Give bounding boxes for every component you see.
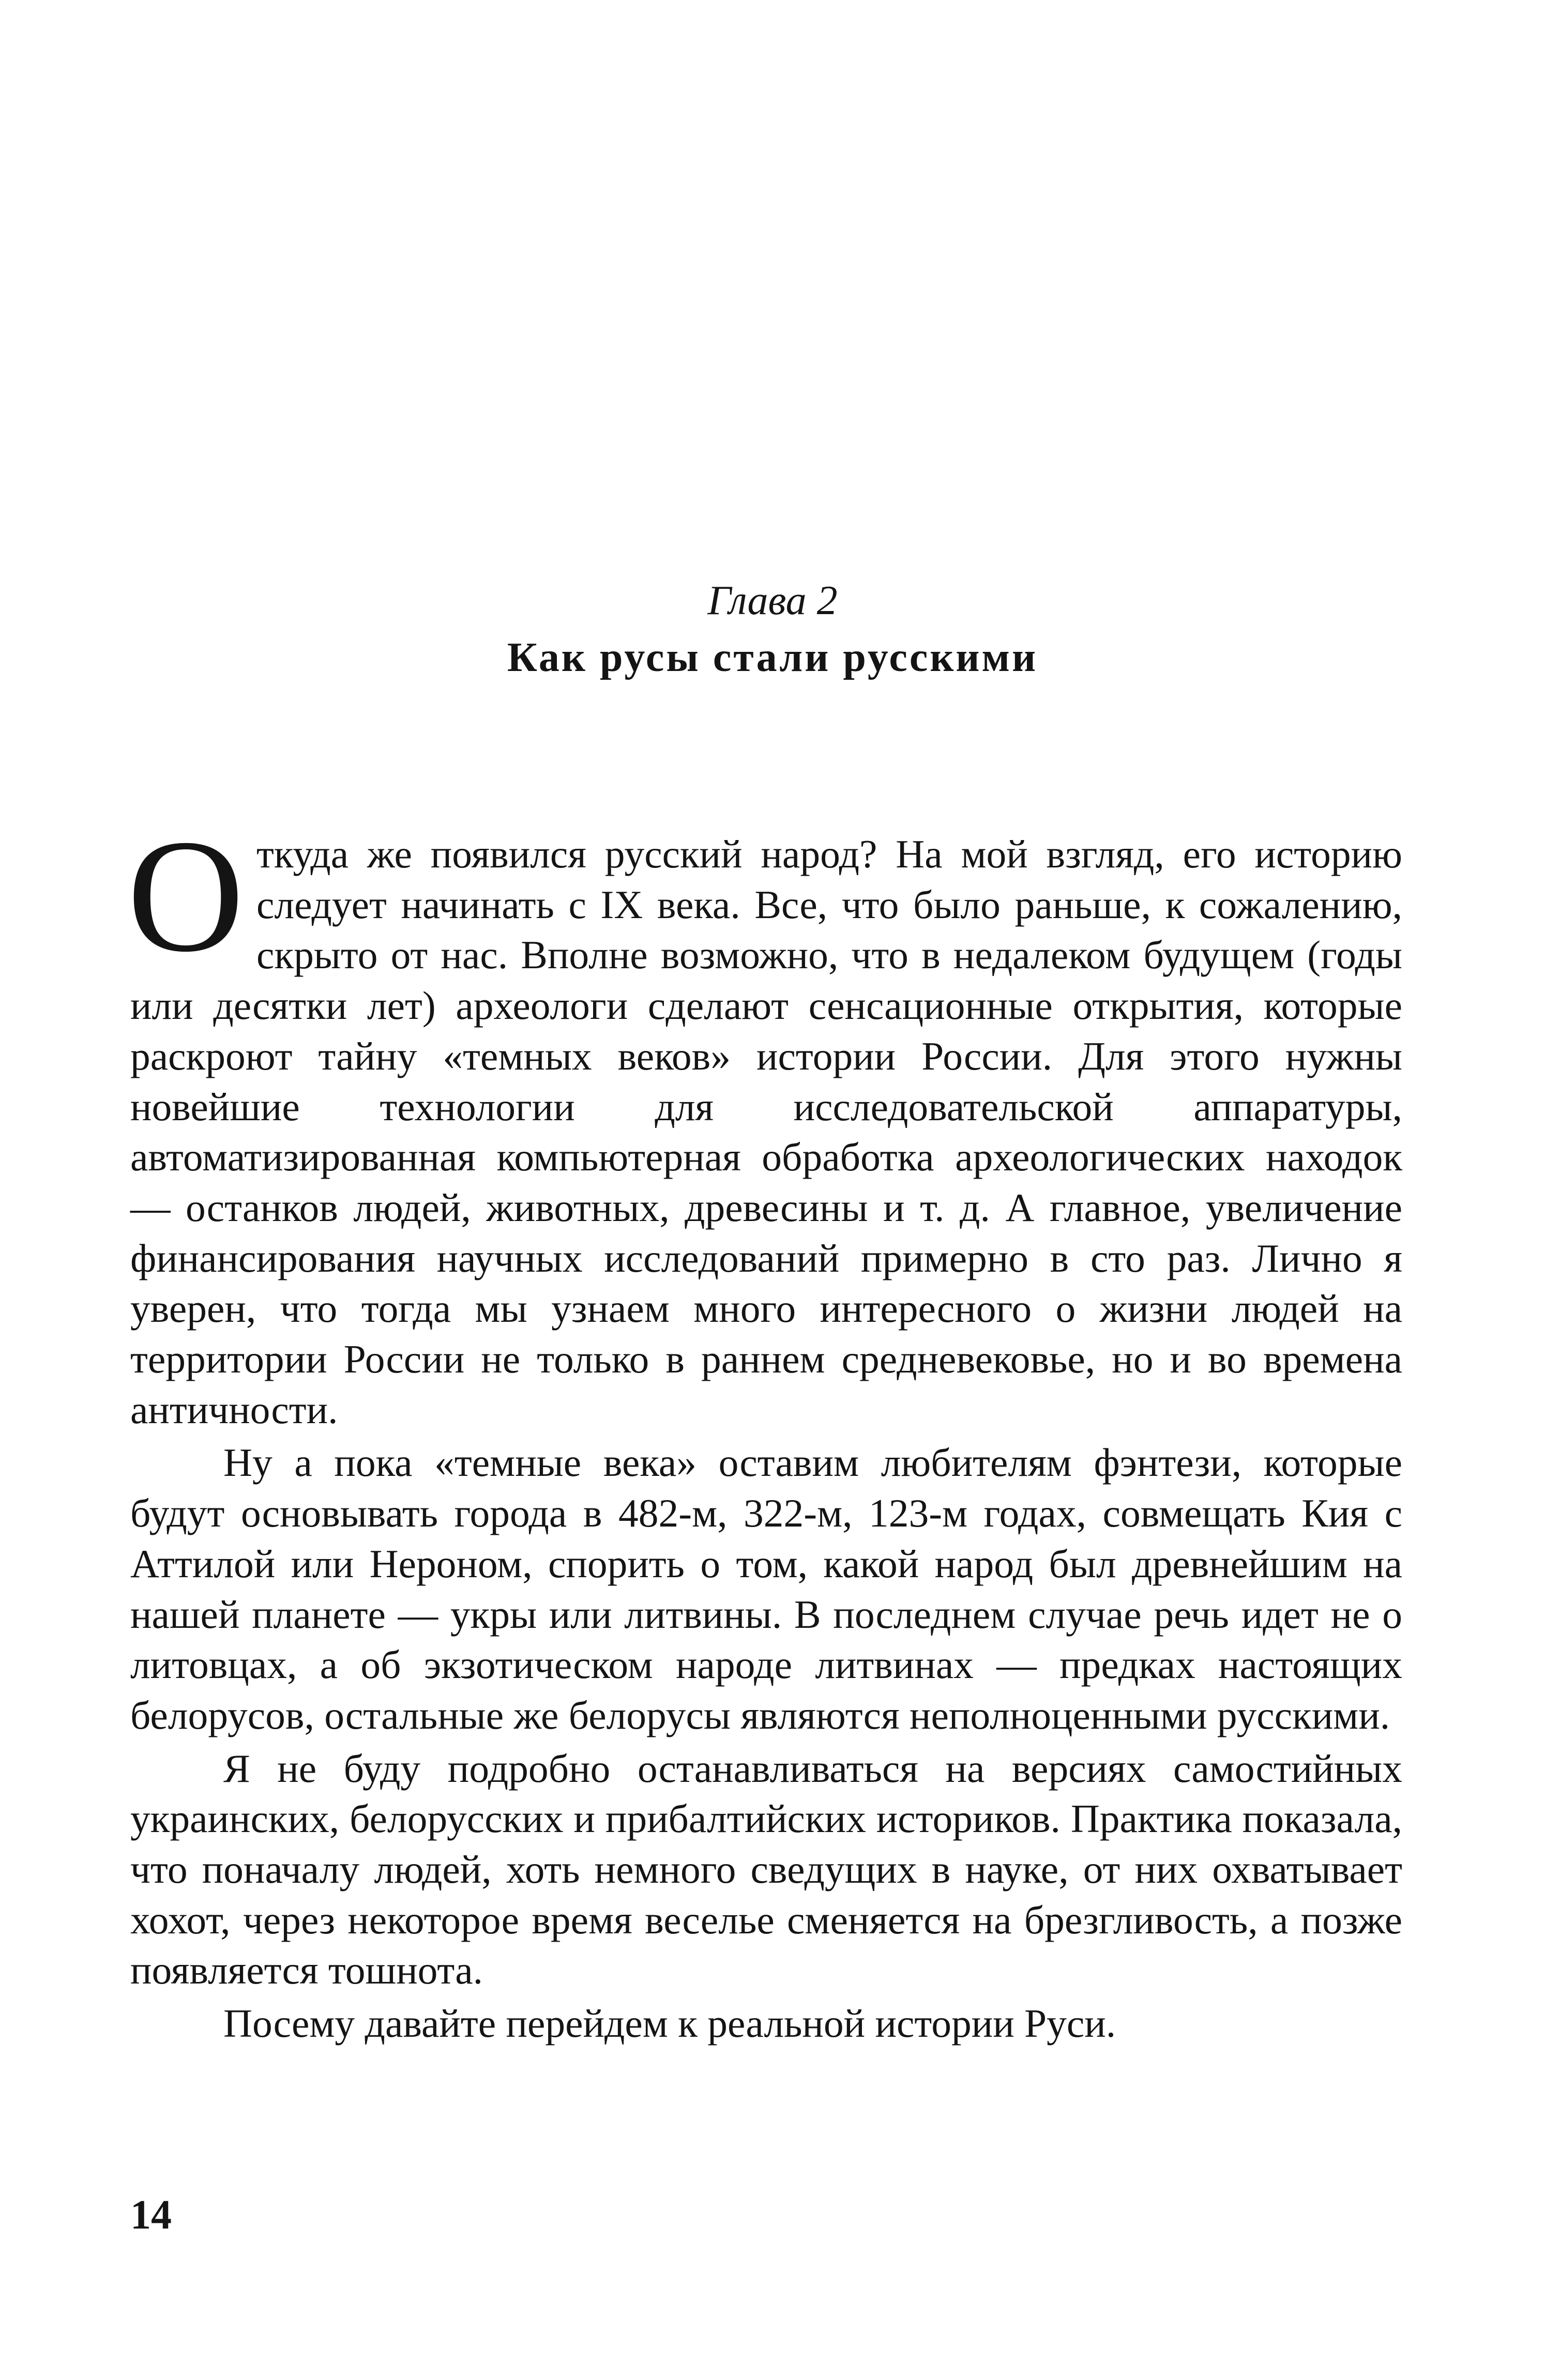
- paragraph-1-text: ткуда же появился русский народ? На мой взгляд, его историю следует начинать с IX века. Все, что было раньше, к сожалению, скрыто от нас. Вполне возможно, что в недалеком будущем (годы или десятки лет) археологи сделают сенсационные открытия, которые раскроют тайну «темных веков» истории России. Для этого нужны новейшие технологии для исследовательской аппаратуры, автоматизированная компьютерная обработка археологических находок — останков людей, животных, древесины и т. д. А главное, увеличение финансирования научных исследований примерно в сто раз. Лично я уверен, что тогда мы узнаем много интересного о жизни людей на территории России не только в раннем средневековье, но и во времена античности.: [130, 832, 1402, 1432]
- paragraph-3: Я не буду подробно останавливаться на версиях самостийных украинских, белорусских и прибалтийских историков. Практика показала, что поначалу людей, хоть немного сведущих в науке, от них охватывает хохот, через некоторое время веселье сменяется на брезгливость, а позже появляется тошнота.: [130, 1746, 1402, 1993]
- paragraph-1: [127, 806, 1402, 1435]
- chapter-title: Как русы стали русскими: [507, 635, 1038, 680]
- drop-cap: О: [127, 806, 245, 985]
- chapter-label: Глава 2: [707, 578, 838, 623]
- paragraph-4: Посему давайте перейдем к реальной истории Руси.: [223, 2001, 1116, 2046]
- page-number: 14: [130, 2192, 172, 2238]
- paragraph-2: Ну а пока «темные века» оставим любителям фэнтези, которые будут основывать города в 482-м, 322-м, 123-м годах, совмещать Кия с Аттилой или Нероном, спорить о том, какой народ был древнейшим на нашей планете — укры или литвины. В последнем случае речь идет не о литовцах, а об экзотическом народе литвинах — предках настоящих белорусов, остальные же белорусы являются неполноценными русскими.: [130, 1440, 1402, 1737]
- chapter-body: [127, 806, 1402, 2052]
